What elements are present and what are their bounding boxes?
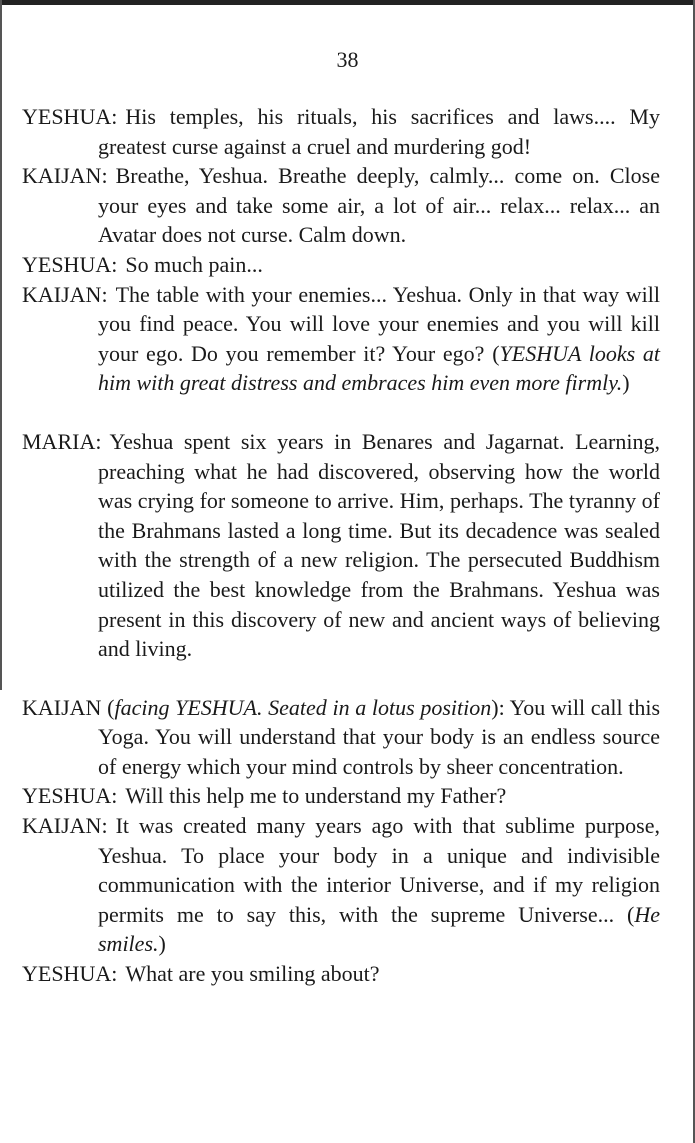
page-number: 38 — [336, 47, 359, 72]
dialogue-text: Will this help me to understand my Father? — [125, 783, 507, 809]
stage-paren-open: ( — [627, 901, 635, 927]
speaker-name: YESHUA: — [22, 961, 118, 987]
dialogue-line — [22, 781, 660, 811]
dialogue-line — [22, 280, 660, 398]
speaker-name: KAIJAN: — [22, 813, 108, 839]
stage-paren-close: ) — [158, 931, 166, 957]
dialogue-text: So much pain... — [125, 251, 263, 277]
stage-direction: He smiles. — [98, 901, 660, 957]
dialogue-text: You will call this Yoga. You will understand that your body is an endless source of energy which your mind controls by sheer concentration. — [98, 694, 661, 779]
stage-direction: facing YESHUA. Seated in a lotus position — [114, 694, 492, 720]
dialogue-text: It was created many years ago with that sublime purpose, Yeshua. To place your body in a unique and indivisible communication with the interior Universe, and if my religion permits me to say this, with the supreme Universe... — [98, 813, 660, 927]
stage-paren-close: ): — [491, 694, 505, 720]
dialogue-text: His temples, his rituals, his sacrifices and laws.... My greatest curse against a cruel and murdering god! — [98, 104, 660, 159]
narration-line — [22, 427, 660, 664]
dialogue-line — [22, 959, 660, 989]
stage-paren-open: ( — [107, 694, 115, 720]
speaker-name: YESHUA: — [22, 783, 118, 809]
speaker-name: YESHUA: — [22, 104, 118, 129]
stage-paren-close: ) — [622, 370, 630, 396]
dialogue-line — [22, 161, 660, 250]
dialogue-line — [22, 811, 660, 959]
dialogue-text: Yeshua spent six years in Benares and Jagarnat. Learning, preaching what he had discovered, observing how the world was crying for someone to arrive. Him, perhaps. The tyranny of the Brahmans lasted a long time. But its decadence was sealed with the strength of a new religion. The persecuted Buddhism utilized the best knowledge from the Brahmans. Yeshua was present in this discovery of new and ancient ways of believing and living. — [98, 428, 660, 662]
script-text — [22, 102, 660, 989]
speaker-name: KAIJAN — [22, 694, 102, 720]
left-border-line — [0, 0, 2, 690]
dialogue-text: The table with your enemies... Yeshua. Only in that way will you find peace. You will love your enemies and you will kill your ego. Do you remember it? Your ego? — [98, 281, 660, 366]
dialogue-line — [22, 693, 660, 782]
stage-paren-open: ( — [492, 340, 500, 366]
speaker-name: KAIJAN: — [22, 281, 108, 307]
speaker-name: YESHUA: — [22, 251, 118, 277]
stage-direction: YESHUA looks at him with great distress and embraces him even more firmly. — [98, 340, 661, 396]
speaker-name: KAIJAN: — [22, 163, 108, 189]
top-border-line — [0, 0, 695, 5]
dialogue-text: What are you smiling about? — [125, 961, 380, 987]
dialogue-line — [22, 250, 660, 280]
dialogue-text: Breathe, Yeshua. Breathe deeply, calmly... come on. Close your eyes and take some air, a lot of air... relax... relax... an Avatar does not curse. Calm down. — [98, 163, 660, 248]
speaker-name: MARIA: — [22, 428, 102, 454]
dialogue-line — [22, 102, 660, 161]
